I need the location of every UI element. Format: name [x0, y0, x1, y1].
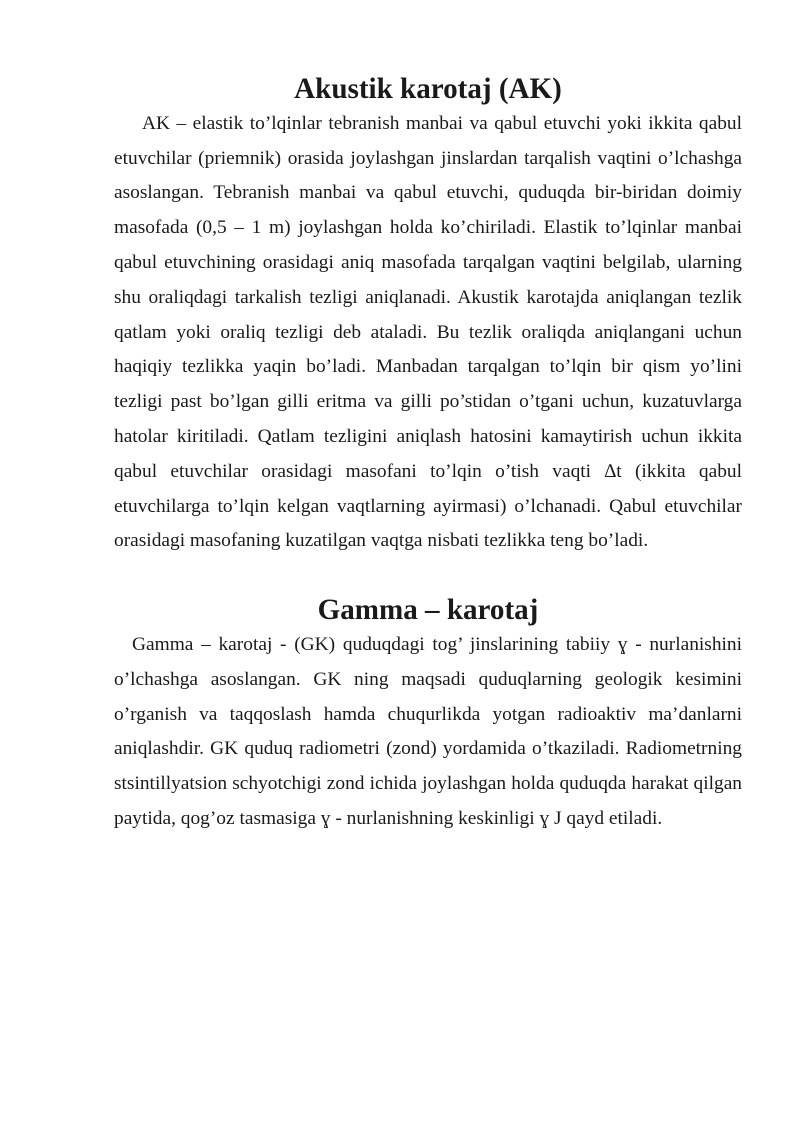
section-body-akustik-karotaj: AK – elastik to’lqinlar tebranish manbai va qabul etuvchi yoki ikkita qabul etuvchilar (priemnik) orasida joylashgan jinslardan tarqalish vaqtini o’lchashga asoslangan. Tebranish manbai va qabul etuvchi, quduqda bir-biridan doimiy masofada (0,5 – 1 m) joylashgan holda ko’chiriladi. Elastik to’lqinlar manbai qabul etuvchining orasidagi aniq masofada tarqalgan vaqtini belgilab, ularning shu oraliqdagi tarkalish tezligi aniqlanadi. Akustik karotajda aniqlangan tezlik qatlam yoki oraliq tezligi deb ataladi. Bu tezlik oraliqda aniqlangani uchun haqiqiy tezlikka yaqin bo’ladi. Manbadan tarqalgan to’lqin bir qism yo’lini tezligi past bo’lgan gilli eritma va gilli po’stidan o’tgani uchun, kuzatuvlarga hatolar kiritiladi. Qatlam tezligini aniqlash hatosini kamaytirish uchun ikkita qabul etuvchilar orasidagi masofani to’lqin o’tish vaqti ∆t (ikkita qabul etuvchilarga to’lqin kelgan vaqtlarning ayirmasi) o’lchanadi. Qabul etuvchilar orasidagi masofaning kuzatilgan vaqtga nisbati tezlikka teng bo’ladi.: [114, 112, 742, 552]
section-title-akustik-karotaj: Akustik karotaj (AK): [294, 73, 562, 105]
section-body-gamma-karotaj: Gamma – karotaj - (GK) quduqdagi tog’ jinslarining tabiiy ɣ - nurlanishini o’lchashga asoslangan. GK ning maqsadi quduqlarning geologik kesimini o’rganish va taqqoslash hamda chuqurlikda yotgan radioaktiv ma’danlarni aniqlashdir. GK quduq radiometri (zond) yordamida o’tkaziladi. Radiometrning stsintillyatsion schyotchigi zond ichida joylashgan holda quduqda harakat qilgan paytida, qog’oz tasmasiga ɣ - nurlanishning keskinligi ɣ J qayd etiladi.: [114, 633, 742, 829]
section-title-gamma-karotaj: Gamma – karotaj: [317, 594, 539, 627]
document-content: [114, 72, 742, 837]
section-spacer: [114, 559, 742, 593]
